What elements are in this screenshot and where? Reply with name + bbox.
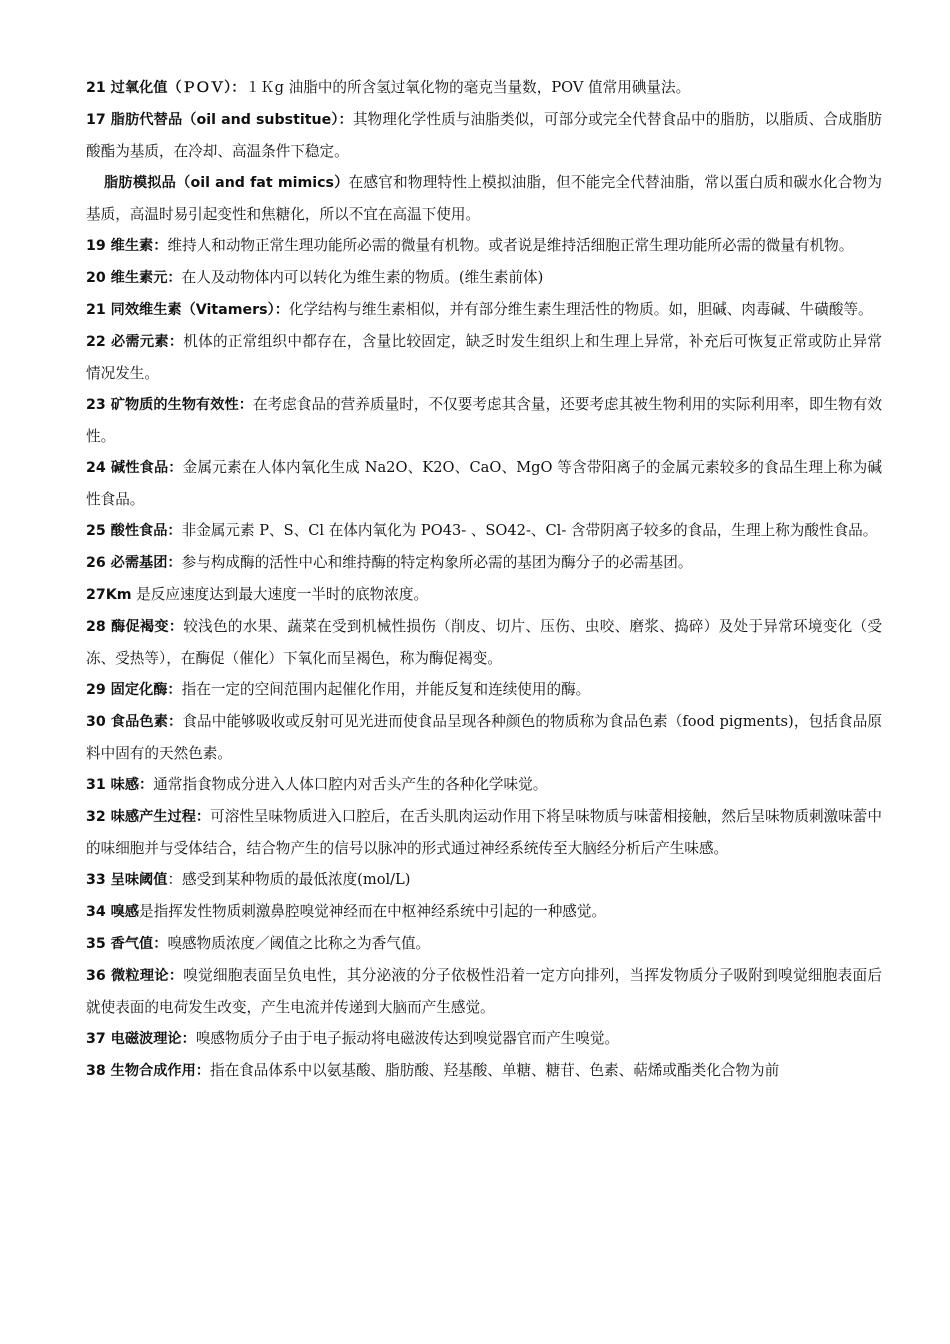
entry-definition: 参与构成酶的活性中心和维持酶的特定构象所必需的基团为酶分子的必需基团。 xyxy=(181,554,693,571)
entry-definition: 嗅觉细胞表面呈负电性，其分泌液的分子依极性沿着一定方向排列，当挥发物质分子吸附到嗅觉细胞表面后就使表面的电荷发生改变，产生电流并传递到大脑而产生感觉。 xyxy=(86,967,882,1016)
entry-term: 29 固定化酶： xyxy=(86,682,182,698)
entry-definition: 是反应速度达到最大速度一半时的底物浓度。 xyxy=(131,586,429,603)
entry-term: 32 味感产生过程： xyxy=(86,809,211,825)
glossary-entry xyxy=(86,547,882,579)
entry-term: 24 碱性食品： xyxy=(86,460,183,476)
glossary-entry xyxy=(86,1023,882,1055)
glossary-entry xyxy=(86,1055,882,1087)
entry-definition: 其物理化学性质与油脂类似，可部分或完全代替食品中的脂肪，以脂质、合成脂肪酸酯为基质，在冷却、高温条件下稳定。 xyxy=(86,111,882,160)
glossary-entry xyxy=(86,452,882,515)
entry-term: 脂肪模拟品（oil and fat mimics） xyxy=(104,175,349,191)
entry-definition: 非金属元素 P、S、Cl 在体内氧化为 PO43- 、SO42-、Cl- 含带阴离子较多的食品，生理上称为酸性食品。 xyxy=(181,522,878,539)
entry-term: 28 酶促褐变： xyxy=(86,619,184,635)
glossary-entry xyxy=(86,896,882,928)
glossary-entry xyxy=(86,104,882,167)
glossary-entry xyxy=(86,389,882,452)
glossary-entry xyxy=(86,72,882,104)
glossary-entry xyxy=(86,769,882,801)
entry-term: 38 生物合成作用： xyxy=(86,1063,210,1079)
glossary-entry xyxy=(86,611,882,674)
entry-definition: １Ｋg 油脂中的所含氢过氧化物的毫克当量数，POV 值常用碘量法。 xyxy=(245,79,691,96)
glossary-entry xyxy=(86,864,882,896)
entry-definition: 嗅感物质浓度／阈值之比称之为香气值。 xyxy=(167,935,431,952)
entry-term: 23 矿物质的生物有效性： xyxy=(86,397,253,413)
glossary-entry xyxy=(86,579,882,611)
entry-term: 26 必需基团： xyxy=(86,555,182,571)
entry-definition: 在人及动物体内可以转化为维生素的物质。(维生素前体) xyxy=(181,269,544,286)
entry-term: 31 味感： xyxy=(86,777,154,793)
entry-definition: 可溶性呈味物质进入口腔后，在舌头肌肉运动作用下将呈味物质与味蕾相接触，然后呈味物质刺激味蕾中的味细胞并与受体结合，结合物产生的信号以脉冲的形式通过神经系统传至大脑经分析后产生味感。 xyxy=(86,808,882,857)
entry-term: 22 必需元素： xyxy=(86,334,184,350)
entry-term: 35 香气值： xyxy=(86,936,168,952)
entry-term: 21 同效维生素（Vitamers）： xyxy=(86,302,289,318)
glossary-entry xyxy=(86,167,882,230)
entry-term: 37 电磁波理论： xyxy=(86,1031,196,1047)
glossary-entry xyxy=(86,706,882,769)
entry-definition: 化学结构与维生素相似，并有部分维生素生理活性的物质。如，胆碱、肉毒碱、牛磺酸等。 xyxy=(288,301,873,318)
glossary-entry xyxy=(86,674,882,706)
entry-definition: 指在一定的空间范围内起催化作用，并能反复和连续使用的酶。 xyxy=(181,681,591,698)
glossary-entry xyxy=(86,230,882,262)
entry-term: 19 维生素： xyxy=(86,238,168,254)
entry-definition: 在感官和物理特性上模拟油脂，但不能完全代替油脂，常以蛋白质和碳水化合物为基质，高温时易引起变性和焦糖化，所以不宜在高温下使用。 xyxy=(86,174,882,223)
entry-definition: 食品中能够吸收或反射可见光进而使食品呈现各种颜色的物质称为食品色素（food pigments)，包括食品原料中固有的天然色素。 xyxy=(86,713,882,762)
entry-definition: 嗅感物质分子由于电子振动将电磁波传达到嗅觉器官而产生嗅觉。 xyxy=(195,1030,620,1047)
entry-term: 17 脂肪代替品（oil and substitue）： xyxy=(86,112,353,128)
entry-definition: 是指挥发性物质刺激鼻腔嗅觉神经而在中枢神经系统中引起的一种感觉。 xyxy=(139,903,607,920)
glossary-entry xyxy=(86,960,882,1023)
entry-term: 25 酸性食品： xyxy=(86,523,182,539)
glossary-entry xyxy=(86,928,882,960)
glossary-entry xyxy=(86,262,882,294)
entry-definition: 通常指食物成分进入人体口腔内对舌头产生的各种化学味觉。 xyxy=(153,776,548,793)
glossary-entry xyxy=(86,326,882,389)
entry-definition: 金属元素在人体内氧化生成 Na2O、K2O、CaO、MgO 等含带阳离子的金属元素较多的食品生理上称为碱性食品。 xyxy=(86,459,883,508)
entry-definition: ：感受到某种物质的最低浓度(mol/L) xyxy=(167,871,411,888)
entry-term: 33 呈味阈值 xyxy=(86,872,168,888)
entry-term: 34 嗅感 xyxy=(86,904,140,920)
glossary-entry xyxy=(86,515,882,547)
entry-term: 30 食品色素： xyxy=(86,714,183,730)
entry-term: 36 微粒理论： xyxy=(86,968,184,984)
glossary-entry xyxy=(86,294,882,326)
glossary-entry xyxy=(86,801,882,864)
entry-definition: 较浅色的水果、蔬菜在受到机械性损伤（削皮、切片、压伤、虫咬、磨浆、捣碎）及处于异常环境变化（受冻、受热等），在酶促（催化）下氧化而呈褐色，称为酶促褐变。 xyxy=(86,618,882,667)
entry-definition: 指在食品体系中以氨基酸、脂肪酸、羟基酸、单糖、糖苷、色素、萜烯或酯类化合物为前 xyxy=(210,1062,780,1079)
entry-definition: 机体的正常组织中都存在，含量比较固定，缺乏时发生组织上和生理上异常，补充后可恢复正常或防止异常情况发生。 xyxy=(86,333,882,382)
entry-term: 21 过氧化值（ＰＯＶ）： xyxy=(86,80,246,96)
entry-definition: 在考虑食品的营养质量时，不仅要考虑其含量，还要考虑其被生物利用的实际利用率，即生物有效性。 xyxy=(86,396,882,445)
entry-term: 27Km xyxy=(86,587,132,603)
entry-term: 20 维生素元： xyxy=(86,270,182,286)
entry-definition: 维持人和动物正常生理功能所必需的微量有机物。或者说是维持活细胞正常生理功能所必需的微量有机物。 xyxy=(167,237,854,254)
document-page xyxy=(86,72,882,1087)
